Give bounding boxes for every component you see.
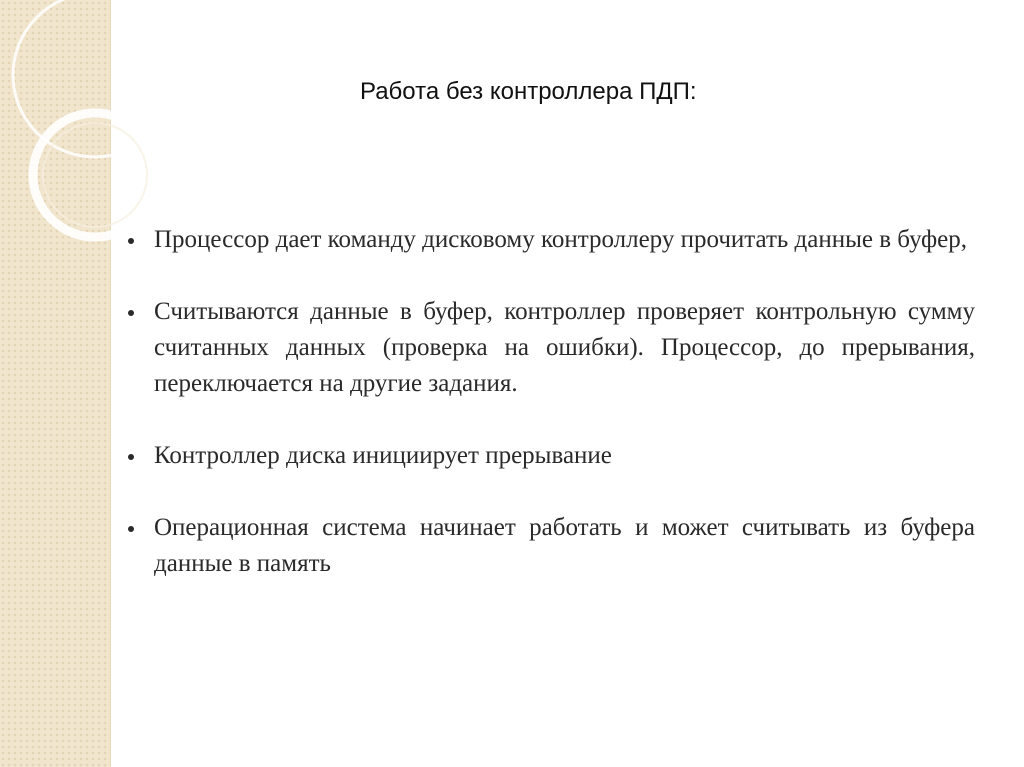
decorative-ring-small: [33, 113, 157, 237]
decorative-ring-large: [13, 0, 177, 157]
bullet-text: Процессор дает команду дисковому контроллеру прочитать данные в буфер,: [154, 226, 968, 253]
bullet-item: [124, 510, 975, 582]
bullet-text: Контроллер диска инициирует прерывание: [154, 442, 612, 469]
bullet-item: [124, 438, 975, 474]
bullet-text: Операционная система начинает работать и может считывать из буфера данные в память: [154, 514, 975, 577]
bullet-list: [124, 222, 975, 618]
decorative-ring-small-inner: [43, 123, 147, 227]
bullet-icon: [128, 454, 134, 460]
bullet-icon: [128, 526, 134, 532]
bullet-icon: [128, 238, 134, 244]
bullet-text: Считываются данные в буфер, контроллер проверяет контрольную сумму считанных данных (проверка на ошибки). Процессор, до прерывания, переключается на другие задания.: [154, 298, 975, 397]
bullet-icon: [128, 310, 134, 316]
bullet-item: [124, 294, 975, 402]
decorative-rings: [0, 0, 130, 260]
slide-title: Работа без контроллера ПДП:: [360, 78, 697, 105]
bullet-item: [124, 222, 975, 258]
